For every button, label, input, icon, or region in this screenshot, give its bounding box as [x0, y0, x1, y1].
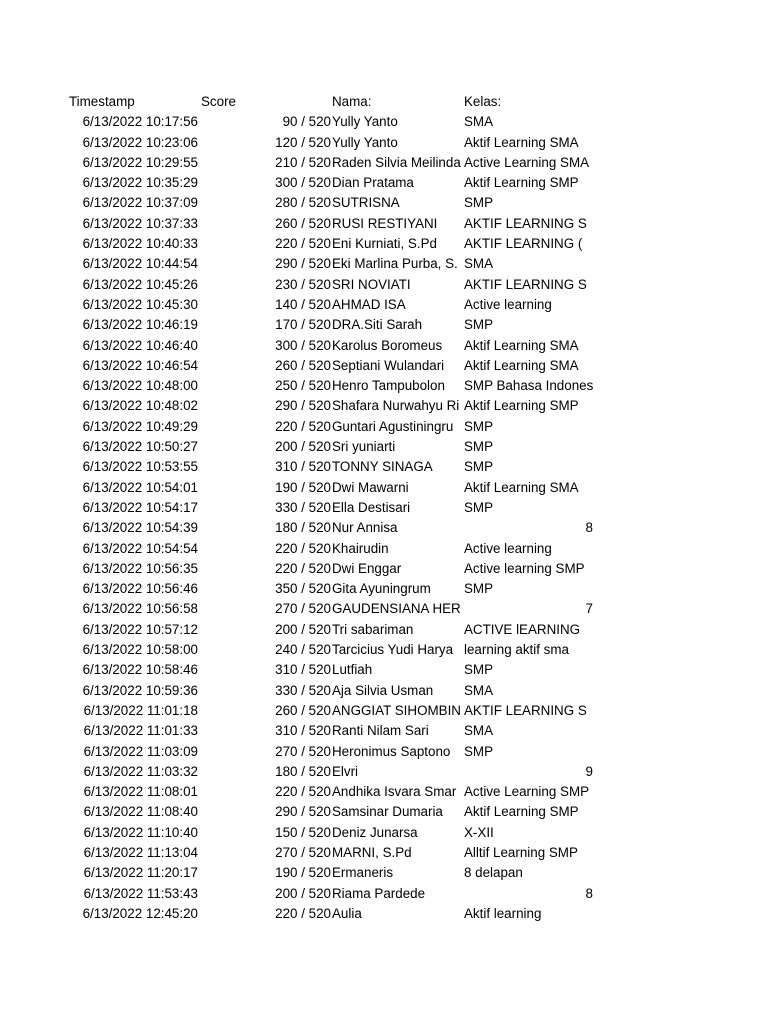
timestamp-cell: 6/13/2022 11:01:18	[83, 702, 198, 718]
kelas-cell: SMP	[464, 743, 494, 759]
table-row	[0, 498, 768, 518]
score-cell: 220 / 520	[275, 784, 331, 800]
score-cell: 170 / 520	[275, 317, 331, 333]
nama-cell: Guntari Agustiningru	[332, 418, 454, 434]
timestamp-cell: 6/13/2022 11:03:09	[83, 743, 198, 759]
nama-cell: GAUDENSIANA HER	[332, 601, 461, 617]
table-row	[0, 315, 768, 335]
timestamp-cell: 6/13/2022 11:20:17	[83, 865, 198, 881]
timestamp-cell: 6/13/2022 10:45:26	[82, 276, 198, 292]
nama-cell: Ermaneris	[332, 865, 394, 881]
nama-cell: Henro Tampubolon	[332, 378, 445, 394]
nama-cell: Septiani Wulandari	[332, 357, 445, 373]
kelas-cell: AKTIF LEARNING S	[464, 702, 587, 718]
timestamp-cell: 6/13/2022 11:13:04	[83, 844, 198, 860]
score-cell: 290 / 520	[275, 256, 331, 272]
kelas-cell: Aktif learning	[464, 905, 542, 921]
spreadsheet	[0, 92, 768, 924]
kelas-cell: SMA	[464, 723, 494, 739]
header-kelas: Kelas:	[464, 94, 502, 109]
timestamp-cell: 6/13/2022 10:44:54	[82, 256, 198, 272]
nama-cell: Dwi Mawarni	[332, 479, 409, 495]
table-row	[0, 396, 768, 416]
table-row	[0, 823, 768, 843]
nama-cell: Eki Marlina Purba, S.	[332, 256, 458, 272]
nama-cell: Ranti Nilam Sari	[332, 723, 429, 739]
timestamp-cell: 6/13/2022 10:29:55	[82, 154, 198, 170]
score-cell: 310 / 520	[275, 459, 331, 475]
table-row	[0, 356, 768, 376]
score-cell: 270 / 520	[275, 601, 331, 617]
timestamp-cell: 6/13/2022 10:54:01	[82, 479, 198, 495]
table-row	[0, 133, 768, 153]
score-cell: 330 / 520	[275, 682, 331, 698]
table-row	[0, 193, 768, 213]
table-row	[0, 904, 768, 924]
nama-cell: SRI NOVIATI	[332, 276, 411, 292]
score-cell: 350 / 520	[275, 581, 331, 597]
nama-cell: Eni Kurniati, S.Pd	[332, 236, 437, 252]
nama-cell: TONNY SINAGA	[332, 459, 433, 475]
nama-cell: DRA.Siti Sarah	[332, 317, 423, 333]
kelas-cell: SMP	[464, 317, 494, 333]
table-row	[0, 112, 768, 132]
timestamp-cell: 6/13/2022 10:54:17	[82, 499, 198, 515]
table-row	[0, 701, 768, 721]
score-cell: 270 / 520	[275, 743, 331, 759]
table-row	[0, 559, 768, 579]
kelas-cell: SMP	[464, 439, 494, 455]
kelas-cell: SMA	[464, 256, 494, 272]
nama-cell: Yully Yanto	[332, 134, 398, 150]
table-row	[0, 721, 768, 741]
nama-cell: Lutfiah	[332, 662, 373, 678]
kelas-cell: SMP	[464, 662, 494, 678]
nama-cell: Yully Yanto	[332, 114, 398, 130]
kelas-cell: SMP Bahasa Indones	[464, 378, 593, 394]
score-cell: 120 / 520	[275, 134, 331, 150]
kelas-cell: AKTIF LEARNING S	[464, 276, 587, 292]
timestamp-cell: 6/13/2022 10:58:46	[82, 662, 198, 678]
kelas-cell: 8 delapan	[464, 865, 523, 881]
table-row	[0, 417, 768, 437]
score-cell: 240 / 520	[275, 642, 331, 658]
score-cell: 220 / 520	[275, 905, 331, 921]
table-row	[0, 742, 768, 762]
timestamp-cell: 6/13/2022 11:08:40	[83, 804, 198, 820]
table-row	[0, 254, 768, 274]
score-cell: 300 / 520	[275, 337, 331, 353]
table-row	[0, 275, 768, 295]
table-row	[0, 640, 768, 660]
timestamp-cell: 6/13/2022 11:53:43	[83, 885, 198, 901]
table-row	[0, 214, 768, 234]
kelas-cell: SMP	[464, 195, 494, 211]
kelas-cell: Active Learning SMP	[464, 784, 590, 800]
table-body	[0, 112, 768, 924]
table-row	[0, 599, 768, 619]
kelas-cell: Aktif Learning SMP	[464, 175, 579, 191]
timestamp-cell: 6/13/2022 10:56:46	[82, 581, 198, 597]
kelas-cell: 9	[585, 763, 593, 779]
score-cell: 300 / 520	[275, 175, 331, 191]
timestamp-cell: 6/13/2022 10:54:54	[82, 540, 198, 556]
nama-cell: SUTRISNA	[332, 195, 400, 211]
kelas-cell: SMP	[464, 418, 494, 434]
kelas-cell: X-XII	[464, 824, 494, 840]
score-cell: 210 / 520	[275, 154, 331, 170]
timestamp-cell: 6/13/2022 10:50:27	[82, 439, 198, 455]
score-cell: 260 / 520	[275, 357, 331, 373]
table-row	[0, 376, 768, 396]
table-row	[0, 478, 768, 498]
header-nama: Nama:	[332, 94, 372, 109]
score-cell: 200 / 520	[275, 885, 331, 901]
nama-cell: Nur Annisa	[332, 520, 398, 536]
timestamp-cell: 6/13/2022 10:46:19	[82, 317, 198, 333]
timestamp-cell: 6/13/2022 12:45:20	[82, 905, 198, 921]
score-cell: 150 / 520	[275, 824, 331, 840]
nama-cell: Samsinar Dumaria	[332, 804, 443, 820]
score-cell: 90 / 520	[282, 114, 331, 130]
timestamp-cell: 6/13/2022 10:46:40	[82, 337, 198, 353]
kelas-cell: Aktif Learning SMA	[464, 134, 579, 150]
score-cell: 260 / 520	[275, 702, 331, 718]
nama-cell: RUSI RESTIYANI	[332, 215, 438, 231]
score-cell: 290 / 520	[275, 804, 331, 820]
kelas-cell: Aktif Learning SMA	[464, 337, 579, 353]
score-cell: 180 / 520	[275, 520, 331, 536]
header-row	[0, 92, 768, 112]
kelas-cell: Active learning	[464, 540, 552, 556]
timestamp-cell: 6/13/2022 10:48:00	[82, 378, 198, 394]
table-row	[0, 173, 768, 193]
nama-cell: Karolus Boromeus	[332, 337, 443, 353]
score-cell: 250 / 520	[275, 378, 331, 394]
kelas-cell: AKTIF LEARNING (	[464, 236, 583, 252]
kelas-cell: Aktif Learning SMP	[464, 804, 579, 820]
table-row	[0, 539, 768, 559]
timestamp-cell: 6/13/2022 11:08:01	[83, 784, 198, 800]
timestamp-cell: 6/13/2022 10:45:30	[82, 296, 198, 312]
score-cell: 280 / 520	[275, 195, 331, 211]
nama-cell: Sri yuniarti	[332, 439, 396, 455]
nama-cell: ANGGIAT SIHOMBIN	[332, 702, 461, 718]
nama-cell: Heronimus Saptono	[332, 743, 451, 759]
score-cell: 310 / 520	[275, 723, 331, 739]
table-row	[0, 620, 768, 640]
score-cell: 220 / 520	[275, 236, 331, 252]
header-timestamp: Timestamp	[69, 94, 135, 109]
nama-cell: Shafara Nurwahyu Ri	[332, 398, 460, 414]
nama-cell: Tarcicius Yudi Harya	[332, 642, 454, 658]
timestamp-cell: 6/13/2022 10:48:02	[82, 398, 198, 414]
score-cell: 220 / 520	[275, 560, 331, 576]
kelas-cell: SMP	[464, 581, 494, 597]
table-row	[0, 681, 768, 701]
kelas-cell: 7	[585, 601, 593, 617]
table-row	[0, 802, 768, 822]
nama-cell: Aja Silvia Usman	[332, 682, 434, 698]
table-row	[0, 336, 768, 356]
nama-cell: Khairudin	[332, 540, 389, 556]
score-cell: 190 / 520	[275, 479, 331, 495]
timestamp-cell: 6/13/2022 11:10:40	[83, 824, 198, 840]
nama-cell: Gita Ayuningrum	[332, 581, 431, 597]
score-cell: 200 / 520	[275, 439, 331, 455]
nama-cell: Riama Pardede	[332, 885, 426, 901]
score-cell: 270 / 520	[275, 844, 331, 860]
table-row	[0, 660, 768, 680]
kelas-cell: SMP	[464, 499, 494, 515]
kelas-cell: SMA	[464, 682, 494, 698]
score-cell: 290 / 520	[275, 398, 331, 414]
kelas-cell: SMA	[464, 114, 494, 130]
timestamp-cell: 6/13/2022 10:58:00	[82, 642, 198, 658]
table-row	[0, 843, 768, 863]
score-cell: 220 / 520	[275, 540, 331, 556]
timestamp-cell: 6/13/2022 10:17:56	[82, 114, 198, 130]
table-row	[0, 234, 768, 254]
table-row	[0, 884, 768, 904]
nama-cell: Elvri	[332, 763, 359, 779]
timestamp-cell: 6/13/2022 10:37:09	[82, 195, 198, 211]
timestamp-cell: 6/13/2022 10:54:39	[82, 520, 198, 536]
kelas-cell: Active Learning SMA	[464, 154, 590, 170]
kelas-cell: Active learning SMP	[464, 560, 585, 576]
table-row	[0, 295, 768, 315]
table-row	[0, 579, 768, 599]
timestamp-cell: 6/13/2022 10:37:33	[82, 215, 198, 231]
header-score: Score	[201, 94, 236, 109]
kelas-cell: AKTIF LEARNING S	[464, 215, 587, 231]
table-row	[0, 518, 768, 538]
timestamp-cell: 6/13/2022 10:57:12	[82, 621, 198, 637]
nama-cell: Raden Silvia Meilinda	[332, 154, 461, 170]
nama-cell: Ella Destisari	[332, 499, 411, 515]
nama-cell: Tri sabariman	[332, 621, 414, 637]
table-row	[0, 762, 768, 782]
timestamp-cell: 6/13/2022 10:40:33	[82, 236, 198, 252]
nama-cell: Deniz Junarsa	[332, 824, 418, 840]
kelas-cell: ACTIVE lEARNING	[464, 621, 581, 637]
table-row	[0, 437, 768, 457]
score-cell: 330 / 520	[275, 499, 331, 515]
timestamp-cell: 6/13/2022 11:03:32	[83, 763, 198, 779]
kelas-cell: Alltif Learning SMP	[464, 844, 578, 860]
table-row	[0, 782, 768, 802]
nama-cell: Dian Pratama	[332, 175, 414, 191]
score-cell: 220 / 520	[275, 418, 331, 434]
score-cell: 140 / 520	[275, 296, 331, 312]
nama-cell: Dwi Enggar	[332, 560, 402, 576]
score-cell: 230 / 520	[275, 276, 331, 292]
timestamp-cell: 6/13/2022 10:49:29	[82, 418, 198, 434]
timestamp-cell: 6/13/2022 11:01:33	[83, 723, 198, 739]
kelas-cell: Active learning	[464, 296, 552, 312]
kelas-cell: learning aktif sma	[464, 642, 569, 658]
timestamp-cell: 6/13/2022 10:56:58	[82, 601, 198, 617]
timestamp-cell: 6/13/2022 10:23:06	[82, 134, 198, 150]
table-row	[0, 457, 768, 477]
score-cell: 200 / 520	[275, 621, 331, 637]
kelas-cell: Aktif Learning SMA	[464, 357, 579, 373]
table-row	[0, 153, 768, 173]
score-cell: 260 / 520	[275, 215, 331, 231]
nama-cell: Aulia	[332, 905, 362, 921]
kelas-cell: 8	[585, 520, 593, 536]
score-cell: 180 / 520	[275, 763, 331, 779]
nama-cell: Andhika Isvara Smar	[332, 784, 457, 800]
kelas-cell: Aktif Learning SMP	[464, 398, 579, 414]
timestamp-cell: 6/13/2022 10:56:35	[82, 560, 198, 576]
table-row	[0, 863, 768, 883]
score-cell: 190 / 520	[275, 865, 331, 881]
kelas-cell: SMP	[464, 459, 494, 475]
timestamp-cell: 6/13/2022 10:53:55	[82, 459, 198, 475]
nama-cell: AHMAD ISA	[332, 296, 406, 312]
score-cell: 310 / 520	[275, 662, 331, 678]
timestamp-cell: 6/13/2022 10:59:36	[82, 682, 198, 698]
kelas-cell: Aktif Learning SMA	[464, 479, 579, 495]
nama-cell: MARNI, S.Pd	[332, 844, 412, 860]
kelas-cell: 8	[585, 885, 593, 901]
timestamp-cell: 6/13/2022 10:46:54	[82, 357, 198, 373]
timestamp-cell: 6/13/2022 10:35:29	[82, 175, 198, 191]
